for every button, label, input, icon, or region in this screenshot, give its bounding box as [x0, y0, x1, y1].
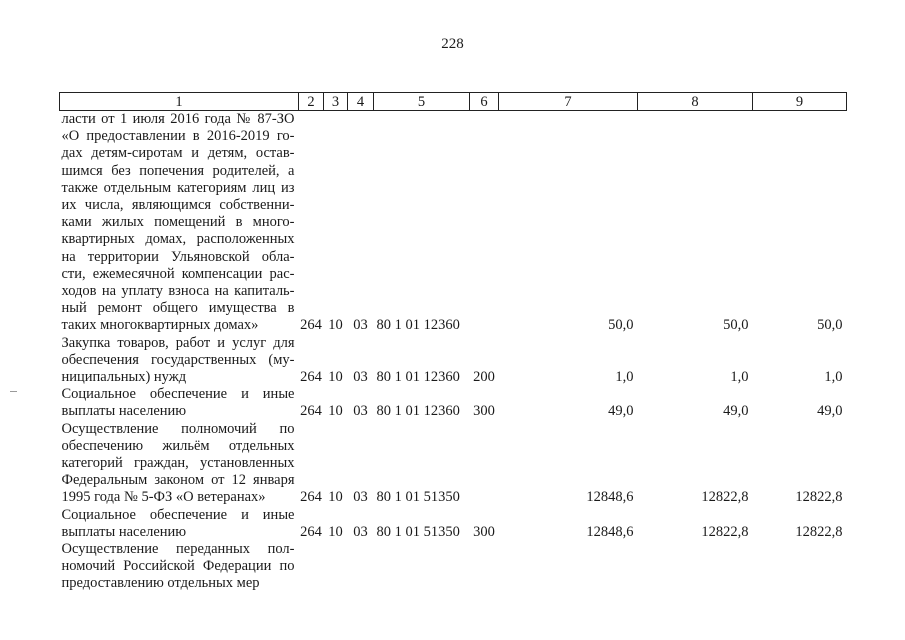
cell-col-7: [499, 541, 638, 593]
column-header: 9: [753, 93, 847, 111]
description-line: ный ремонт общего имущества в: [61, 300, 295, 317]
description-line: «О предоставлении в 2016-2019 го-: [61, 128, 295, 145]
cell-col-6: 300: [473, 523, 495, 540]
cell-col-2: [299, 541, 324, 593]
cell-col-4: 03: [353, 369, 368, 386]
row-description: [60, 541, 299, 593]
cell-col-7: 12848,6: [586, 523, 634, 540]
column-header: 2: [299, 93, 324, 111]
column-header: 3: [324, 93, 348, 111]
row-description: [60, 421, 299, 507]
cell-col-4: [348, 541, 374, 593]
cell-col-5: 80 1 01 51350: [376, 489, 460, 506]
description-line: дах детям-сиротам и детям, остав-: [61, 145, 295, 162]
table-row: [60, 541, 847, 593]
cell-col-6: [470, 541, 499, 593]
description-line: квартирных домах, расположенных: [61, 231, 295, 248]
description-line: выплаты населению: [61, 523, 187, 540]
cell-col-9: 49,0: [817, 403, 843, 420]
column-header: 1: [60, 93, 299, 111]
scan-mark: [10, 391, 17, 392]
column-header: 7: [499, 93, 638, 111]
description-line: предоставлению отдельных мер: [61, 575, 260, 592]
cell-col-8: 1,0: [730, 369, 749, 386]
cell-col-7: 1,0: [615, 369, 634, 386]
description-line: обеспечению жильём отдельных: [61, 437, 295, 454]
row-description: [60, 111, 299, 335]
description-line: 1995 года № 5-ФЗ «О ветеранах»: [61, 489, 266, 506]
description-line: Осуществление переданных пол-: [61, 541, 295, 558]
column-header: 8: [638, 93, 753, 111]
cell-col-7: 49,0: [608, 403, 634, 420]
cell-col-3: 10: [328, 403, 343, 420]
cell-col-3: 10: [328, 369, 343, 386]
description-line: Осуществление полномочий по: [61, 420, 295, 437]
table-row: [60, 111, 847, 335]
row-description: [60, 507, 299, 541]
cell-col-3: 10: [328, 523, 343, 540]
column-header: 5: [374, 93, 470, 111]
cell-col-3: [324, 541, 348, 593]
cell-col-5: 80 1 01 12360: [376, 369, 460, 386]
cell-col-2: 264: [300, 403, 322, 420]
cell-col-3: 10: [328, 489, 343, 506]
description-line: Федеральным законом от 12 января: [61, 472, 295, 489]
column-number-row: [60, 93, 847, 111]
description-line: обеспечения государственных (му-: [61, 351, 295, 368]
cell-col-2: 264: [300, 523, 322, 540]
description-line: шимся без попечения родителей, а: [61, 162, 295, 179]
page-number: 228: [441, 36, 464, 52]
cell-col-9: 12822,8: [795, 523, 843, 540]
cell-col-4: 03: [353, 317, 368, 334]
cell-col-8: 12822,8: [701, 523, 749, 540]
cell-col-2: 264: [300, 317, 322, 334]
cell-col-9: 1,0: [824, 369, 843, 386]
cell-col-6: [470, 111, 499, 335]
cell-col-2: 264: [300, 369, 322, 386]
cell-col-6: 200: [473, 369, 495, 386]
description-line: сти, ежемесячной компенсации рас-: [61, 265, 295, 282]
table-row: [60, 386, 847, 420]
description-line: на территории Ульяновской обла-: [61, 248, 295, 265]
cell-col-9: 50,0: [817, 317, 843, 334]
description-line: таких многоквартирных домах»: [61, 317, 259, 334]
cell-col-7: 12848,6: [586, 489, 634, 506]
budget-table: [59, 92, 847, 593]
cell-col-8: 49,0: [723, 403, 749, 420]
column-header: 4: [348, 93, 374, 111]
cell-col-8: 50,0: [723, 317, 749, 334]
description-line: также отдельным категориям лиц из: [61, 179, 295, 196]
description-line: Социальное обеспечение и иные: [61, 506, 295, 523]
cell-col-4: 03: [353, 523, 368, 540]
column-header: 6: [470, 93, 499, 111]
cell-col-5: [374, 541, 470, 593]
description-line: ниципальных) нужд: [61, 369, 187, 386]
cell-col-5: 80 1 01 51350: [376, 523, 460, 540]
description-line: Социальное обеспечение и иные: [61, 386, 295, 403]
table-row: [60, 421, 847, 507]
table-row: [60, 507, 847, 541]
row-description: [60, 335, 299, 387]
cell-col-3: 10: [328, 317, 343, 334]
description-line: ласти от 1 июля 2016 года № 87-ЗО: [61, 111, 295, 127]
description-line: выплаты населению: [61, 403, 187, 420]
description-line: ходов на уплату взноса на капиталь-: [61, 283, 295, 300]
table-row: [60, 335, 847, 387]
description-line: их числа, являющимся собственни-: [61, 197, 295, 214]
cell-col-4: 03: [353, 403, 368, 420]
table-body: [60, 111, 847, 593]
cell-col-9: [753, 541, 847, 593]
cell-col-8: [638, 541, 753, 593]
row-description: [60, 386, 299, 420]
cell-col-7: 50,0: [608, 317, 634, 334]
cell-col-9: 12822,8: [795, 489, 843, 506]
description-line: Закупка товаров, работ и услуг для: [61, 334, 295, 351]
description-line: категорий граждан, установленных: [61, 455, 295, 472]
cell-col-4: 03: [353, 489, 368, 506]
cell-col-5: 80 1 01 12360: [376, 403, 460, 420]
cell-col-5: 80 1 01 12360: [376, 317, 460, 334]
description-line: ками жилых помещений в много-: [61, 214, 295, 231]
cell-col-8: 12822,8: [701, 489, 749, 506]
cell-col-6: 300: [473, 403, 495, 420]
description-line: номочий Российской Федерации по: [61, 558, 295, 575]
cell-col-6: [470, 421, 499, 507]
cell-col-2: 264: [300, 489, 322, 506]
